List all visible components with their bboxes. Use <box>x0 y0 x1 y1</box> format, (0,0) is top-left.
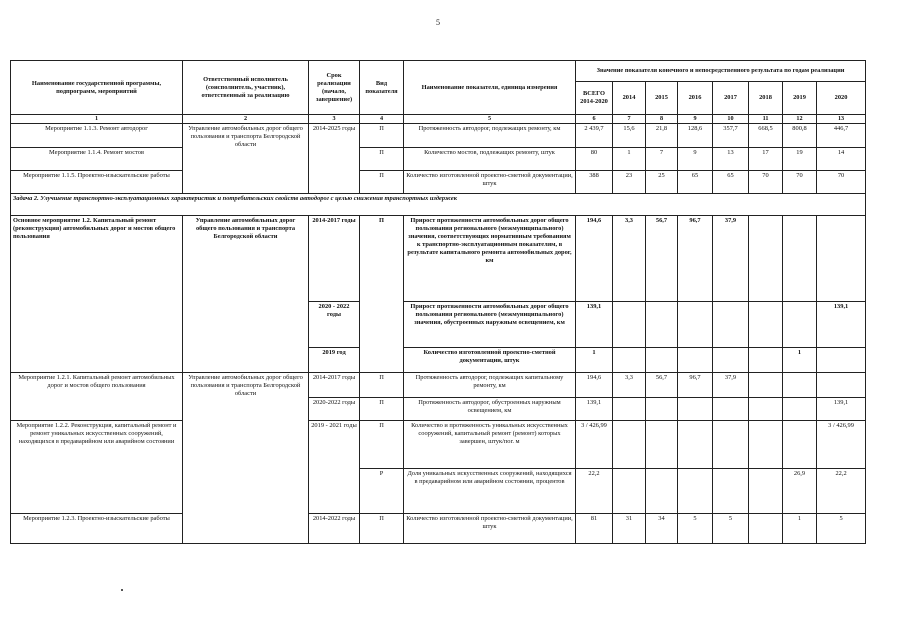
program-name: Мероприятие 1.1.3. Ремонт автодорог <box>11 124 183 148</box>
value-cell: 25 <box>646 171 678 194</box>
value-cell: 357,7 <box>713 124 749 148</box>
value-cell <box>646 398 678 421</box>
kind: П <box>360 124 404 148</box>
value-cell: 1 <box>576 348 613 373</box>
value-cell: 9 <box>678 148 713 171</box>
header-year: 2018 <box>749 82 783 115</box>
indicator: Количество изготовленной проектно-сметной документации, штук <box>404 348 576 373</box>
value-cell <box>749 348 783 373</box>
value-cell: 19 <box>783 148 817 171</box>
col-number: 8 <box>646 115 678 124</box>
value-cell: 139,1 <box>576 302 613 348</box>
value-cell: 70 <box>817 171 866 194</box>
value-cell: 139,1 <box>817 302 866 348</box>
value-cell <box>713 348 749 373</box>
value-cell: 37,9 <box>713 373 749 398</box>
col-number: 2 <box>183 115 309 124</box>
value-cell <box>678 469 713 514</box>
term: 2014-2017 годы <box>309 373 360 398</box>
header-results: Значение показателя конечного и непосредственного результата по годам реализации <box>576 61 866 82</box>
col-number: 1 <box>11 115 183 124</box>
indicator: Количество мостов, подлежащих ремонту, штук <box>404 148 576 171</box>
value-cell: 13 <box>713 148 749 171</box>
term: 2014-2017 годы <box>309 216 360 302</box>
value-cell <box>783 216 817 302</box>
program-name: Мероприятие 1.2.1. Капитальный ремонт автомобильных дорог и мостов общего пользования <box>11 373 183 421</box>
results-table <box>10 60 866 544</box>
executor-name: Управление автомобильных дорог общего пользования и транспорта Белгородской области <box>183 216 309 373</box>
col-number: 13 <box>817 115 866 124</box>
value-cell <box>613 421 646 469</box>
value-cell <box>749 373 783 398</box>
value-cell <box>678 398 713 421</box>
header-term: Срок реализации (начало, завершение) <box>309 61 360 115</box>
indicator: Количество и протяженность уникальных искусственных сооружений, капитальный ремонт (ремонт) которых завершен, штук/пог. м <box>404 421 576 469</box>
term: 2020-2022 годы <box>309 398 360 421</box>
value-cell <box>817 216 866 302</box>
kind: П <box>360 514 404 544</box>
col-number: 4 <box>360 115 404 124</box>
value-cell: 17 <box>749 148 783 171</box>
program-name: Мероприятие 1.1.5. Проектно-изыскательские работы <box>11 171 183 194</box>
col-number: 5 <box>404 115 576 124</box>
value-cell: 5 <box>678 514 713 544</box>
value-cell: 56,7 <box>646 373 678 398</box>
value-cell <box>749 514 783 544</box>
value-cell <box>749 398 783 421</box>
value-cell <box>713 469 749 514</box>
col-number: 12 <box>783 115 817 124</box>
indicator: Прирост протяженности автомобильных дорог общего пользования регионального (межмуниципального) значения, соответствующих нормативным требованиям к транспортно-эксплуатационным показателям, в результате капитального ремонта автомобильных дорог, км <box>404 216 576 302</box>
value-cell: 3 / 426,99 <box>817 421 866 469</box>
kind: П <box>360 216 404 373</box>
value-cell <box>646 421 678 469</box>
table-row <box>11 421 866 469</box>
col-number: 9 <box>678 115 713 124</box>
value-cell: 800,8 <box>783 124 817 148</box>
header-total: ВСЕГО 2014-2020 <box>576 82 613 115</box>
kind: П <box>360 398 404 421</box>
kind: Р <box>360 469 404 514</box>
task-title: Задача 2. Улучшение транспортно-эксплуатационных характеристик и потребительских свойств автодорог с целью снижения транспортных издержек <box>11 194 866 216</box>
value-cell <box>817 348 866 373</box>
value-cell: 388 <box>576 171 613 194</box>
value-cell: 194,6 <box>576 373 613 398</box>
value-cell <box>678 421 713 469</box>
value-cell: 96,7 <box>678 373 713 398</box>
value-cell: 37,9 <box>713 216 749 302</box>
value-cell: 65 <box>678 171 713 194</box>
value-cell: 1 <box>613 148 646 171</box>
header-year: 2017 <box>713 82 749 115</box>
kind: П <box>360 373 404 398</box>
value-cell <box>783 398 817 421</box>
value-cell: 1 <box>783 348 817 373</box>
value-cell <box>749 302 783 348</box>
kind: П <box>360 148 404 171</box>
executor-name: Управление автомобильных дорог общего пользования и транспорта Белгородской области <box>183 373 309 544</box>
value-cell <box>646 469 678 514</box>
value-cell: 446,7 <box>817 124 866 148</box>
value-cell <box>749 421 783 469</box>
value-cell: 80 <box>576 148 613 171</box>
col-number: 6 <box>576 115 613 124</box>
value-cell: 70 <box>783 171 817 194</box>
value-cell: 81 <box>576 514 613 544</box>
value-cell <box>613 398 646 421</box>
value-cell: 1 <box>783 514 817 544</box>
value-cell <box>613 348 646 373</box>
value-cell <box>713 421 749 469</box>
value-cell <box>678 302 713 348</box>
indicator: Протяженность автодорог, обустроенных наружным освещением, км <box>404 398 576 421</box>
table-row <box>11 148 866 171</box>
header-year: 2015 <box>646 82 678 115</box>
table-row <box>11 171 866 194</box>
value-cell <box>749 216 783 302</box>
value-cell: 31 <box>613 514 646 544</box>
value-cell: 21,8 <box>646 124 678 148</box>
term: 2019 год <box>309 348 360 373</box>
header-indicator: Наименование показателя, единица измерения <box>404 61 576 115</box>
value-cell <box>713 302 749 348</box>
value-cell: 23 <box>613 171 646 194</box>
value-cell <box>646 348 678 373</box>
value-cell: 56,7 <box>646 216 678 302</box>
value-cell: 668,5 <box>749 124 783 148</box>
value-cell: 5 <box>817 514 866 544</box>
indicator: Количество изготовленной проектно-сметной документации, штук <box>404 514 576 544</box>
value-cell: 3 / 426,99 <box>576 421 613 469</box>
header-year: 2020 <box>817 82 866 115</box>
value-cell <box>783 421 817 469</box>
term: 2014-2022 годы <box>309 514 360 544</box>
value-cell: 34 <box>646 514 678 544</box>
col-number: 7 <box>613 115 646 124</box>
value-cell: 139,1 <box>576 398 613 421</box>
term: 2014-2025 годы <box>309 124 360 194</box>
term: 2019 - 2021 годы <box>309 421 360 514</box>
value-cell <box>817 373 866 398</box>
value-cell: 3,3 <box>613 373 646 398</box>
program-name: Мероприятие 1.2.3. Проектно-изыскательские работы <box>11 514 183 544</box>
kind: П <box>360 171 404 194</box>
term: 2020 - 2022 годы <box>309 302 360 348</box>
value-cell: 15,6 <box>613 124 646 148</box>
value-cell <box>613 469 646 514</box>
header-year: 2014 <box>613 82 646 115</box>
table-row <box>11 373 866 398</box>
value-cell: 194,6 <box>576 216 613 302</box>
program-name: Мероприятие 1.2.2. Реконструкция, капитальный ремонт и ремонт уникальных искусственных сооружений, находящихся в предаварийном или аварийном состоянии <box>11 421 183 514</box>
value-cell <box>783 373 817 398</box>
value-cell: 5 <box>713 514 749 544</box>
header-year: 2016 <box>678 82 713 115</box>
kind: П <box>360 421 404 469</box>
indicator: Прирост протяженности автомобильных дорог общего пользования регионального (межмуниципального) значения, обустроенных наружным освещением, км <box>404 302 576 348</box>
header-program: Наименование государственной программы, подпрограмм, мероприятий <box>11 61 183 115</box>
indicator: Протяженность автодорог, подлежащих ремонту, км <box>404 124 576 148</box>
value-cell: 22,2 <box>576 469 613 514</box>
value-cell <box>783 302 817 348</box>
value-cell <box>646 302 678 348</box>
value-cell: 26,9 <box>783 469 817 514</box>
col-number: 11 <box>749 115 783 124</box>
header-kind: Вид показателя <box>360 61 404 115</box>
value-cell: 2 439,7 <box>576 124 613 148</box>
value-cell: 14 <box>817 148 866 171</box>
value-cell: 7 <box>646 148 678 171</box>
program-name: Мероприятие 1.1.4. Ремонт мостов <box>11 148 183 171</box>
header-year: 2019 <box>783 82 817 115</box>
value-cell: 3,3 <box>613 216 646 302</box>
value-cell <box>749 469 783 514</box>
value-cell: 70 <box>749 171 783 194</box>
program-name: Основное мероприятие 1.2. Капитальный ремонт (реконструкция) автомобильных дорог и мостов общего пользования <box>11 216 183 373</box>
header-executor: Ответственный исполнитель (соисполнитель, участник), ответственный за реализацию <box>183 61 309 115</box>
indicator: Доля уникальных искусственных сооружений, находящихся в предаварийном или аварийном состоянии, процентов <box>404 469 576 514</box>
value-cell: 96,7 <box>678 216 713 302</box>
scan-speck <box>121 589 123 591</box>
table-row <box>11 124 866 148</box>
col-number: 3 <box>309 115 360 124</box>
value-cell <box>713 398 749 421</box>
executor-name: Управление автомобильных дорог общего пользования и транспорта Белгородской области <box>183 124 309 194</box>
value-cell: 139,1 <box>817 398 866 421</box>
value-cell <box>678 348 713 373</box>
indicator: Протяженность автодорог, подлежащих капитальному ремонту, км <box>404 373 576 398</box>
indicator: Количество изготовленной проектно-сметной документации, штук <box>404 171 576 194</box>
table-row <box>11 216 866 302</box>
page-number: 5 <box>436 18 440 27</box>
value-cell: 128,6 <box>678 124 713 148</box>
task-row <box>11 194 866 216</box>
value-cell <box>613 302 646 348</box>
col-number: 10 <box>713 115 749 124</box>
value-cell: 65 <box>713 171 749 194</box>
value-cell: 22,2 <box>817 469 866 514</box>
table-row <box>11 514 866 544</box>
